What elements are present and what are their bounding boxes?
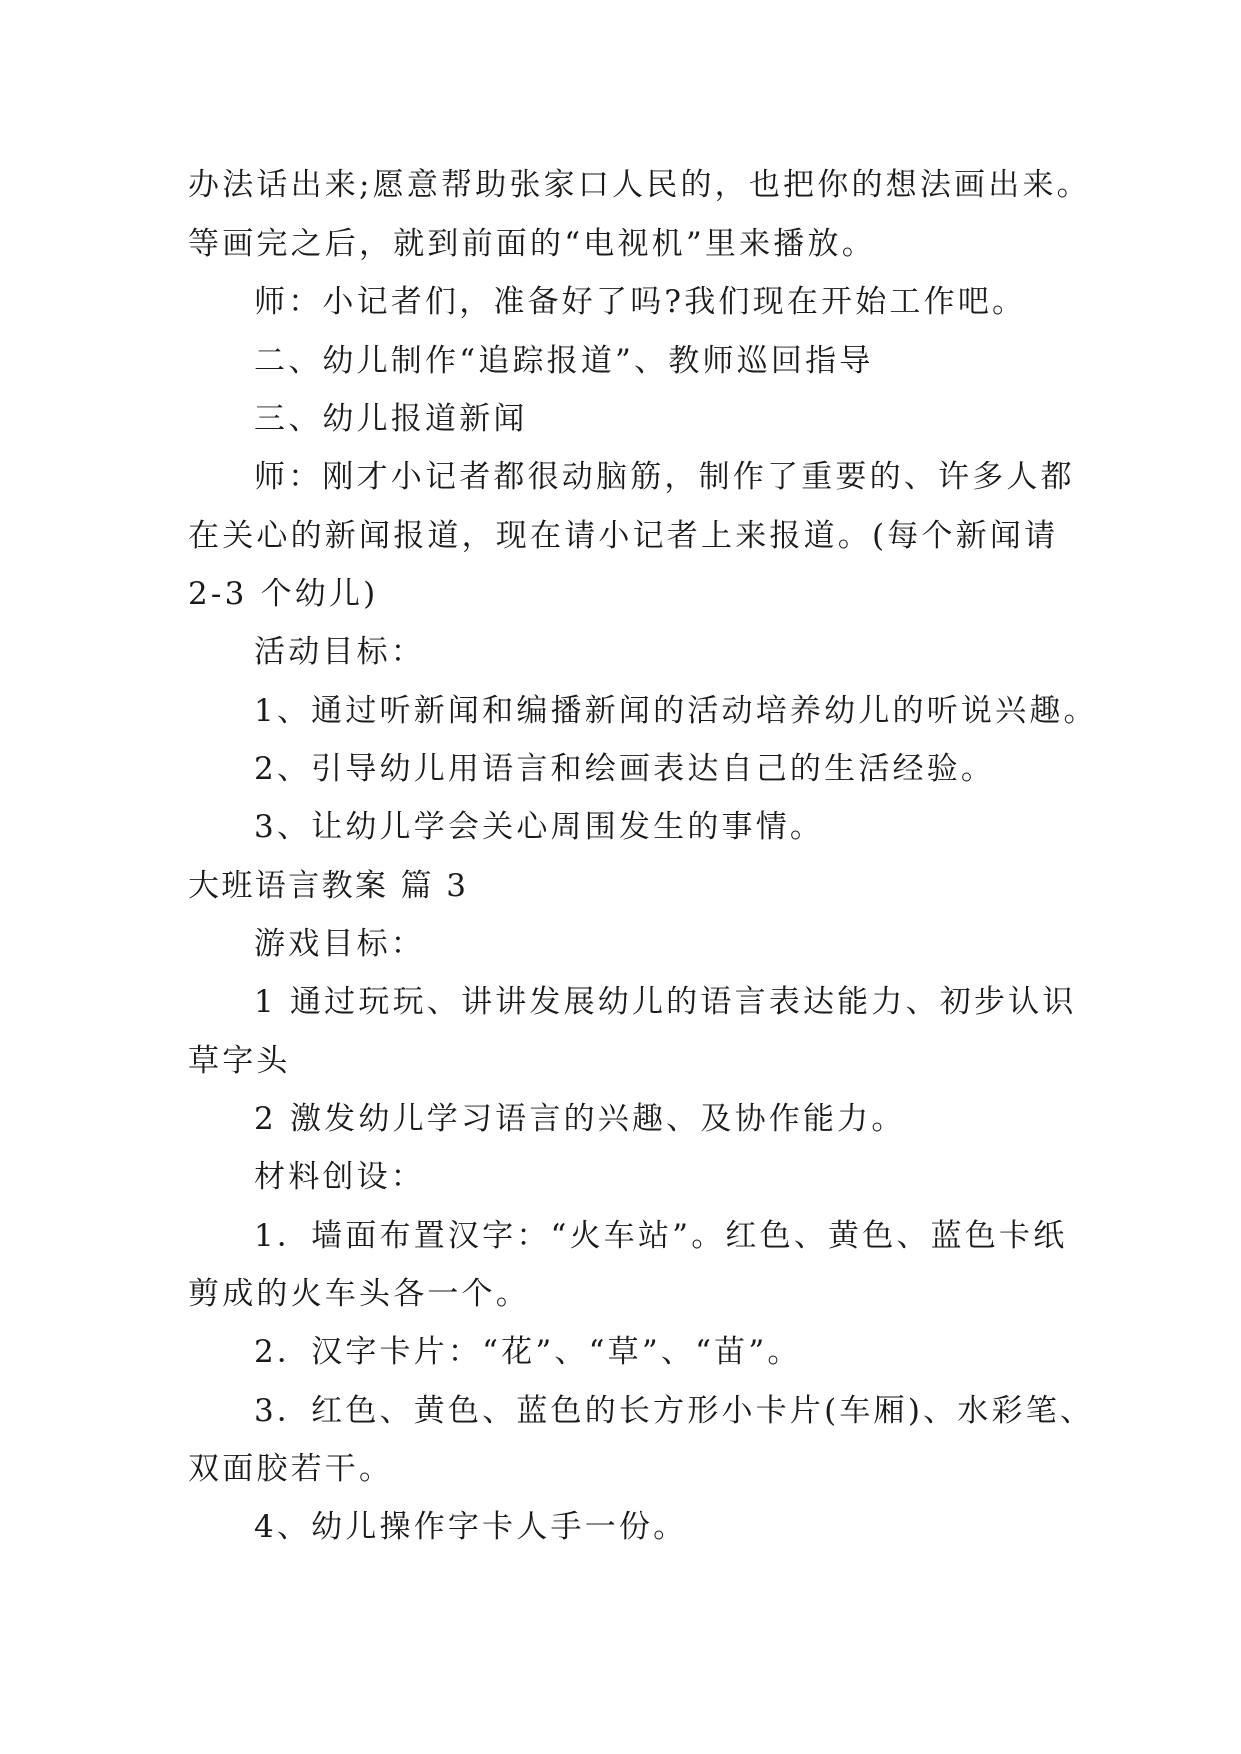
text-line: 办法话出来;愿意帮助张家口人民的，也把你的想法画出来。 xyxy=(188,167,1091,203)
text-line: 在关心的新闻报道，现在请小记者上来报道。(每个新闻请 xyxy=(188,518,1059,554)
text-line: 2．汉字卡片：“花”、“草”、“苗”。 xyxy=(254,1334,802,1370)
text-line: 材料创设： xyxy=(254,1159,425,1195)
text-line: 1．墙面布置汉字：“火车站”。红色、黄色、蓝色卡纸 xyxy=(254,1218,1068,1254)
text-line: 3．红色、黄色、蓝色的长方形小卡片(车厢)、水彩笔、 xyxy=(254,1393,1095,1429)
text-line: 活动目标： xyxy=(254,634,425,670)
text-line: 4、幼儿操作字卡人手一份。 xyxy=(254,1509,688,1545)
text-line: 二、幼儿制作“追踪报道”、教师巡回指导 xyxy=(254,343,874,379)
text-line: 3、让幼儿学会关心周围发生的事情。 xyxy=(254,809,825,845)
text-line: 2-3 个幼儿) xyxy=(188,576,379,612)
section-heading: 大班语言教案 篇 3 xyxy=(188,868,469,904)
text-line: 1 通过玩玩、讲讲发展幼儿的语言表达能力、初步认识 xyxy=(254,984,1077,1020)
text-line: 师：小记者们，准备好了吗?我们现在开始工作吧。 xyxy=(254,284,1027,320)
text-line: 游戏目标： xyxy=(254,926,425,962)
text-line: 2 激发幼儿学习语言的兴趣、及协作能力。 xyxy=(254,1101,906,1137)
text-line: 师：刚才小记者都很动脑筋，制作了重要的、许多人都 xyxy=(254,459,1075,495)
text-line: 等画完之后，就到前面的“电视机”里来播放。 xyxy=(188,226,876,262)
text-line: 草字头 xyxy=(188,1043,291,1079)
text-line: 剪成的火车头各一个。 xyxy=(188,1276,530,1312)
text-line: 1、通过听新闻和编播新闻的活动培养幼儿的听说兴趣。 xyxy=(254,693,1098,729)
text-line: 三、幼儿报道新闻 xyxy=(254,401,528,437)
text-line: 2、引导幼儿用语言和绘画表达自己的生活经验。 xyxy=(254,751,996,787)
text-line: 双面胶若干。 xyxy=(188,1451,394,1487)
